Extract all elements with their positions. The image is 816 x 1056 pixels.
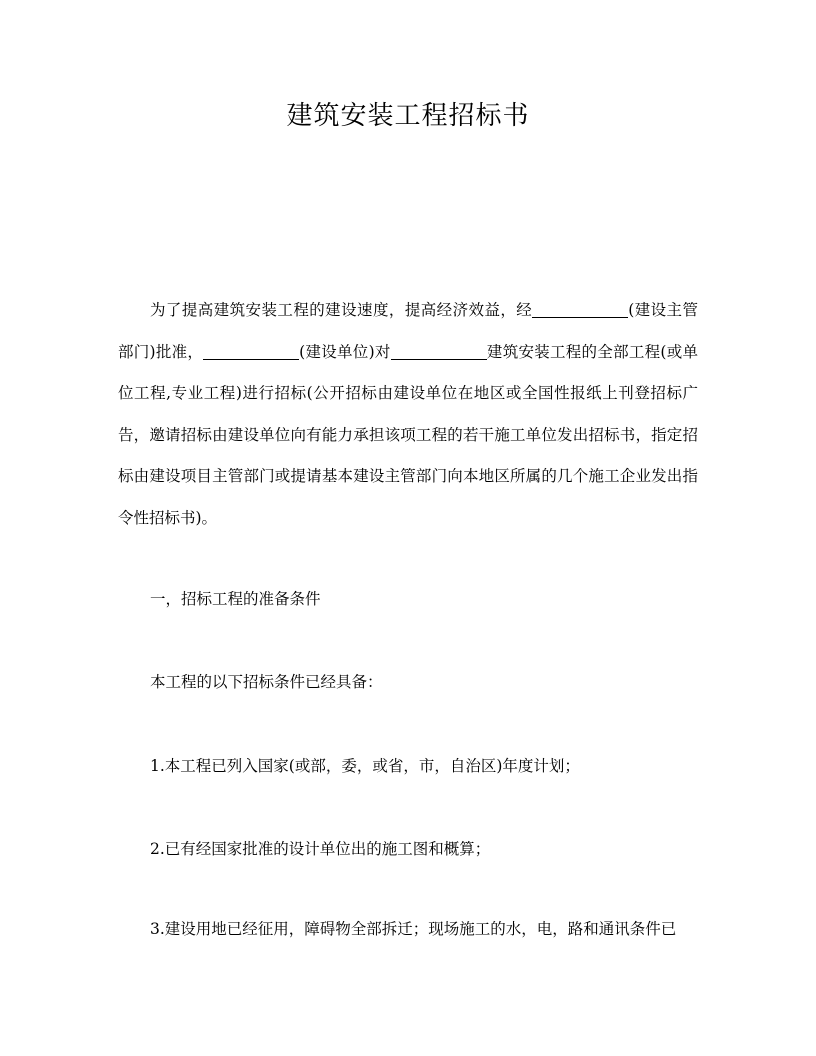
- blank-builder: [203, 341, 299, 360]
- blank-project: [391, 341, 487, 360]
- condition-item-3: 3.建设用地已经征用，障碍物全部拆迁；现场施工的水，电，路和通讯条件已: [150, 920, 677, 938]
- intro-text-4: 建筑安装工程的全部工程(或单位工程,专业工程)进行招标(公开招标由建设单位在地区或全国性报纸上刊登招标广告，邀请招标由建设单位向有能力承担该项工程的若干施工单位发出招标书，指定招标由建设项目主管部门或提请基本建设主管部门向本地区所属的几个施工企业发出指令性招标书)。: [118, 342, 698, 527]
- blank-authority: [532, 299, 628, 318]
- conditions-intro: 本工程的以下招标条件已经具备：: [150, 673, 383, 691]
- section-heading: 一，招标工程的准备条件: [150, 590, 321, 608]
- intro-paragraph: [118, 290, 698, 539]
- intro-text-2: (建设主管部门)批准，: [118, 301, 698, 361]
- document-title: 建筑安装工程招标书: [286, 101, 530, 131]
- condition-item-1: 1.本工程已列入国家(或部，委，或省，市，自治区)年度计划；: [150, 757, 580, 775]
- intro-text-3: (建设单位)对: [299, 342, 391, 361]
- intro-text-1: 为了提高建筑安装工程的建设速度，提高经济效益，经: [150, 301, 533, 319]
- condition-item-2: 2.已有经国家批准的设计单位出的施工图和概算；: [150, 840, 491, 858]
